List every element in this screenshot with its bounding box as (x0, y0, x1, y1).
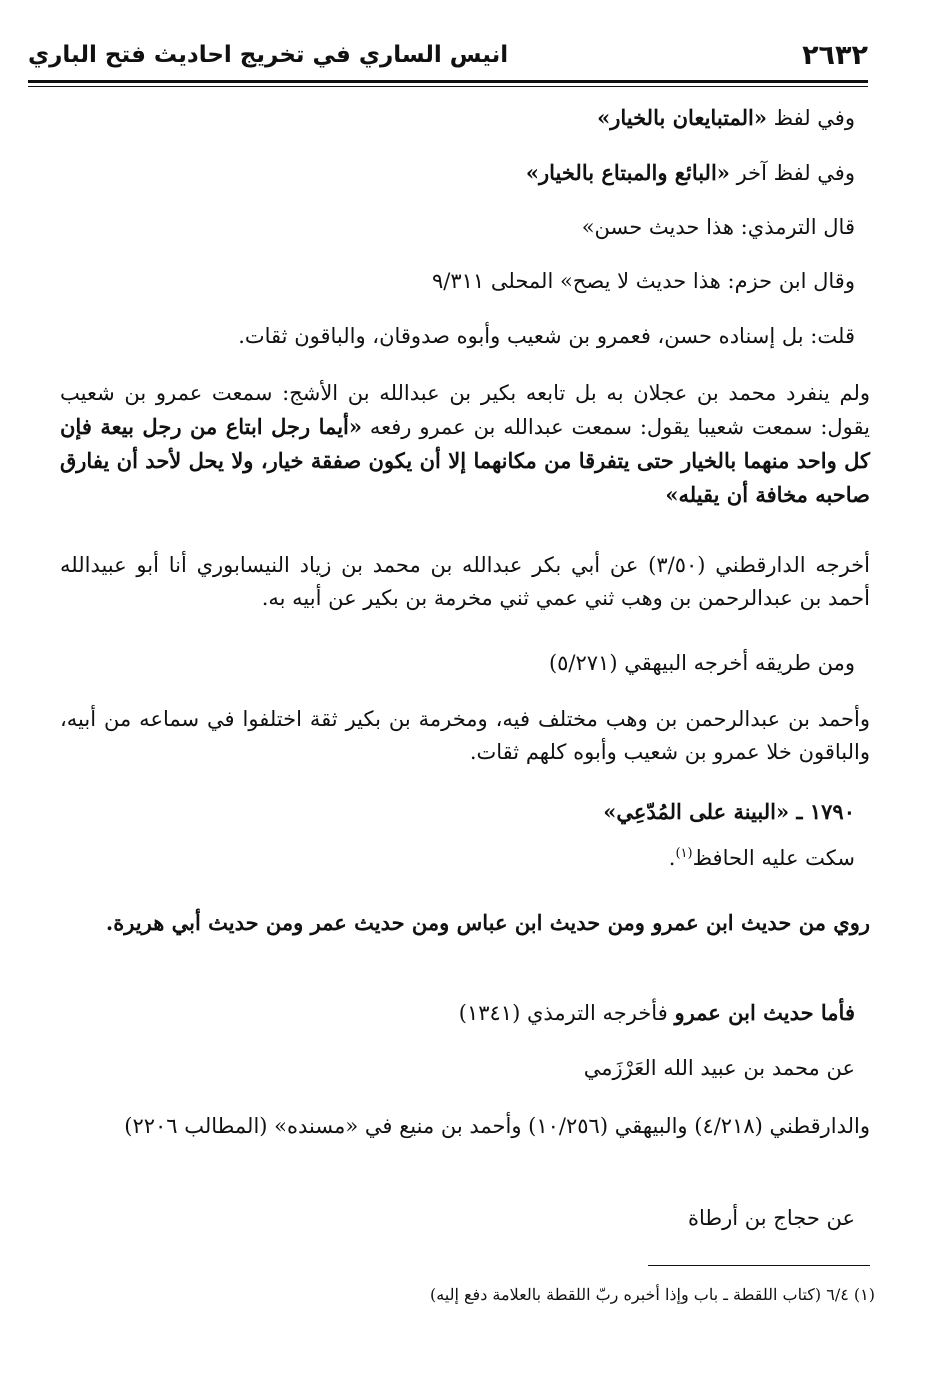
text-line-8: ومن طريقه أخرجه البيهقي (٥/٢٧١) (548, 651, 855, 675)
text-line-2 (95, 158, 855, 188)
text-line-4: وقال ابن حزم: هذا حديث لا يصح» المحلى ٩/٣١١ (432, 269, 855, 293)
page-number: ٢٦٣٢ (802, 39, 868, 71)
hadith-heading-1790: ١٧٩٠ ـ «البينة على المُدّعِي» (603, 799, 855, 824)
line-2-plain: وفي لفظ آخر (729, 161, 855, 185)
header-rule-thick (28, 80, 868, 83)
text-line-14: عن محمد بن عبيد الله العَرْزَمي (583, 1056, 855, 1080)
paragraph-7: أخرجه الدارقطني (٣/٥٠) عن أبي بكر عبدالله بن محمد بن زياد النيسابوري أنا أبو عبيدالله أحمد بن عبدالرحمن بن وهب ثني عمي ثني مخرمة بن بكير عن أبيه به. (60, 553, 870, 610)
text-line-16: عن حجاج بن أرطاة (688, 1206, 855, 1230)
line-11-period: . (668, 846, 676, 870)
header-rule-thin (28, 86, 868, 87)
line-13-rest: فأخرجه الترمذي (١٣٤١) (458, 1001, 675, 1025)
line-1-quote: «المتبايعان بالخيار» (597, 105, 767, 130)
paragraph-6 (60, 377, 870, 512)
text-line-1 (95, 103, 855, 133)
paragraph-6-hadith: «أيما رجل ابتاع من رجل بيعة فإن كل واحد منهما بالخيار حتى يتفرقا من مكانهما إلا أن يكون صفقة خيار، ولا يحل لأحد أن يفارق صاحبه مخافة أن يقيله» (60, 414, 870, 507)
line-13-bold: فأما حديث ابن عمرو (674, 1000, 855, 1025)
paragraph-15: والدارقطني (٤/٢١٨) والبيهقي (١٠/٢٥٦) وأحمد بن منيع في «مسنده» (المطالب ٢٢٠٦) (124, 1114, 870, 1138)
text-line-13 (95, 998, 855, 1028)
line-1-plain: وفي لفظ (767, 106, 855, 130)
text-line-11 (95, 843, 855, 873)
text-line-5: قلت: بل إسناده حسن، فعمرو بن شعيب وأبوه صدوقان، والباقون ثقات. (238, 324, 855, 348)
line-2-quote: «البائع والمبتاع بالخيار» (525, 160, 730, 185)
page-header (28, 30, 868, 80)
text-line-3: قال الترمذي: هذا حديث حسن» (581, 215, 855, 239)
footnote-rule (648, 1265, 870, 1266)
paragraph-6-plain: ولم ينفرد محمد بن عجلان به بل تابعه بكير بن عبدالله بن الأشج: سمعت عمرو بن شعيب يقول: سمعت شعيبا يقول: سمعت عبدالله بن عمرو رفعه (60, 381, 870, 439)
running-title: انيس الساري في تخريج احاديث فتح الباري (28, 42, 509, 68)
paragraph-12: روي من حديث ابن عمرو ومن حديث ابن عباس ومن حديث عمر ومن حديث أبي هريرة. (105, 910, 870, 935)
line-11-text: سكت عليه الحافظ (692, 846, 855, 870)
footnote: (١) ٦/٤ (كتاب اللقطة ـ باب وإذا أخبره ربّ اللقطة بالعلامة دفع إليه) (429, 1285, 875, 1304)
footnote-ref: (١) (675, 846, 693, 861)
paragraph-9: وأحمد بن عبدالرحمن بن وهب مختلف فيه، ومخرمة بن بكير ثقة اختلفوا في سماعه من أبيه، والباقون خلا عمرو بن شعيب وأبوه كلهم ثقات. (60, 707, 870, 764)
